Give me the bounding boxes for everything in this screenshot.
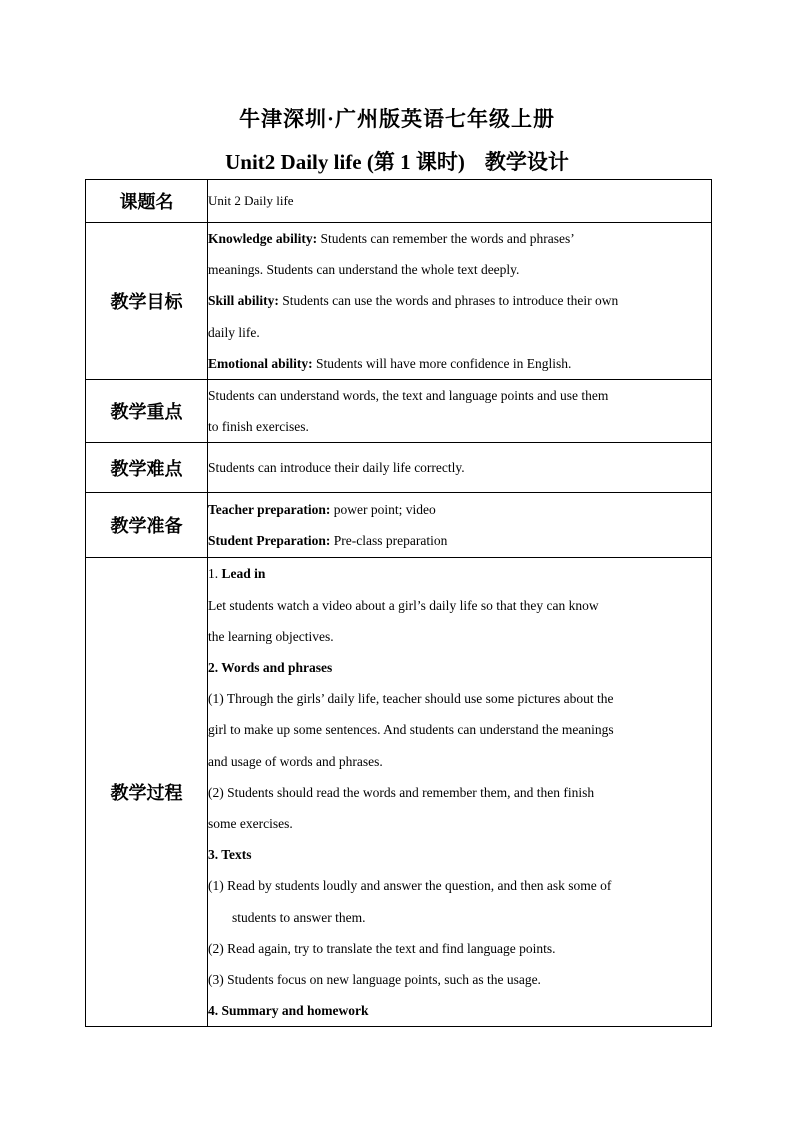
key-points-line-1: Students can understand words, the text and language points and use them [208, 388, 609, 404]
table-row-objectives [86, 223, 712, 380]
lead-in-line-2: the learning objectives. [208, 628, 334, 644]
table-row-preparation [86, 493, 712, 558]
table-row-key-points [86, 380, 712, 443]
table-row-difficulties [86, 443, 712, 493]
texts-step3: (3) Students focus on new language points, such as the usage. [208, 972, 541, 988]
topic-text: Unit 2 Daily life [208, 193, 294, 209]
student-preparation-label: Student Preparation: [208, 533, 331, 549]
lesson-plan-table [85, 179, 712, 1027]
lead-in-line-1: Let students watch a video about a girl’s daily life so that they can know [208, 597, 599, 613]
key-points-label: 教学重点 [86, 380, 208, 443]
key-points-content [208, 380, 712, 443]
texts-step2: (2) Read again, try to translate the text and find language points. [208, 940, 556, 956]
texts-step1-line-2: students to answer them. [232, 909, 366, 925]
subtitle-main: Unit2 Daily life (第 1 课时) [225, 150, 465, 174]
process-label: 教学过程 [86, 558, 208, 1027]
knowledge-ability-text: Students can remember the words and phrases’ [317, 231, 575, 246]
student-preparation-text: Pre-class preparation [330, 533, 448, 549]
document-title: 牛津深圳·广州版英语七年级上册 [238, 107, 555, 131]
words-step2-line-2: some exercises. [208, 816, 293, 832]
topic-content [208, 180, 712, 223]
topic-label: 课题名 [86, 180, 208, 223]
difficulties-label: 教学难点 [86, 443, 208, 493]
words-step2-line-1: (2) Students should read the words and remember them, and then finish [208, 784, 595, 800]
skill-ability-line [208, 285, 711, 316]
objectives-label: 教学目标 [86, 223, 208, 380]
words-step1-line-2: girl to make up some sentences. And students can understand the meanings [208, 722, 614, 738]
table-row-process [86, 558, 712, 1027]
emotional-ability-line [208, 348, 711, 379]
table-row-topic [86, 180, 712, 223]
section-summary-heading: 4. Summary and homework [208, 1003, 369, 1019]
preparation-content [208, 493, 712, 558]
section-lead-in-number: 1. [208, 566, 222, 582]
process-content [208, 558, 712, 1027]
knowledge-ability-line [208, 223, 711, 254]
difficulties-line-1: Students can introduce their daily life correctly. [208, 460, 465, 476]
section-lead-in-heading [208, 558, 711, 589]
preparation-label: 教学准备 [86, 493, 208, 558]
teacher-preparation-text: power point; video [330, 502, 436, 518]
skill-ability-line-2: daily life. [208, 324, 260, 340]
knowledge-ability-line-2: meanings. Students can understand the whole text deeply. [208, 262, 520, 278]
section-lead-in-title: Lead in [221, 566, 266, 582]
student-preparation-line [208, 525, 711, 556]
section-texts-heading: 3. Texts [208, 847, 252, 863]
difficulties-content [208, 443, 712, 493]
teacher-preparation-line [208, 494, 711, 525]
subtitle-suffix: 教学设计 [484, 150, 569, 174]
skill-ability-text: Students can use the words and phrases to introduce their own [278, 293, 619, 309]
teacher-preparation-label: Teacher preparation: [208, 502, 331, 518]
section-words-heading: 2. Words and phrases [208, 660, 333, 676]
objectives-content [208, 223, 712, 380]
words-step1-line-3: and usage of words and phrases. [208, 753, 383, 769]
emotional-ability-text: Students will have more confidence in English. [312, 355, 572, 371]
skill-ability-label: Skill ability: [208, 293, 279, 309]
texts-step1-line-1: (1) Read by students loudly and answer the question, and then ask some of [208, 878, 612, 894]
document-subtitle [0, 146, 794, 176]
words-step1-line-1: (1) Through the girls’ daily life, teacher should use some pictures about the [208, 691, 614, 707]
key-points-line-2: to finish exercises. [208, 419, 309, 435]
knowledge-ability-label: Knowledge ability: [208, 231, 318, 246]
emotional-ability-label: Emotional ability: [208, 355, 313, 371]
